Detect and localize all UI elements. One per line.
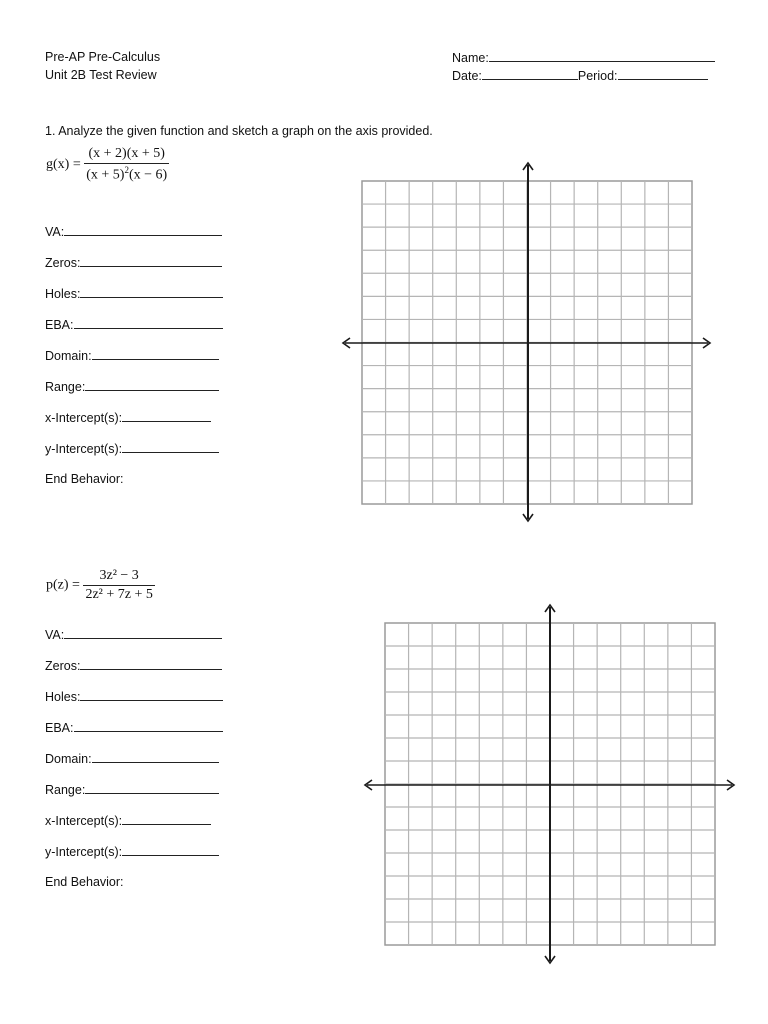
field-eba[interactable]: EBA: [45,317,223,332]
field-eba-2[interactable]: EBA: [45,720,223,735]
function-p-denominator: 2z² + 7z + 5 [85,587,153,602]
function-g-lhs: g(x) = [46,156,81,172]
problem-1-instruction: 1. Analyze the given function and sketch a graph on the axis provided. [45,124,433,138]
field-x-intercepts-2[interactable]: x-Intercept(s): [45,813,211,828]
unit-title: Unit 2B Test Review [45,68,157,82]
date-period-field[interactable] [452,68,708,83]
field-va[interactable]: VA: [45,224,222,239]
field-range[interactable]: Range: [45,379,219,394]
field-holes[interactable]: Holes: [45,286,223,301]
name-field[interactable] [452,50,715,65]
field-zeros[interactable]: Zeros: [45,255,222,270]
field-zeros-2[interactable]: Zeros: [45,658,222,673]
name-blank[interactable] [489,50,715,62]
field-x-intercepts[interactable]: x-Intercept(s): [45,410,211,425]
field-y-intercepts-2[interactable]: y-Intercept(s): [45,844,219,859]
coordinate-grid-1[interactable] [340,158,715,526]
course-title: Pre-AP Pre-Calculus [45,50,161,64]
field-domain[interactable]: Domain: [45,348,219,363]
function-p [46,568,155,603]
function-g [46,146,169,184]
function-g-numerator: (x + 2)(x + 5) [84,146,169,164]
function-p-lhs: p(z) = [46,577,80,593]
field-end-behavior: End Behavior: [45,472,124,486]
field-va-2[interactable]: VA: [45,627,222,642]
period-label: Period: [577,69,618,83]
field-holes-2[interactable]: Holes: [45,689,223,704]
period-blank[interactable] [618,68,708,80]
function-p-numerator: 3z² − 3 [83,568,154,586]
date-label: Date: [452,69,482,83]
name-label: Name: [452,51,489,65]
date-blank[interactable] [482,68,578,80]
coordinate-grid-2[interactable] [362,600,740,968]
function-g-denominator: $(x + 5)^2(x - 6)$ [86,165,168,183]
field-y-intercepts[interactable]: y-Intercept(s): [45,441,219,456]
field-range-2[interactable]: Range: [45,782,219,797]
field-end-behavior-2: End Behavior: [45,875,124,889]
field-domain-2[interactable]: Domain: [45,751,219,766]
